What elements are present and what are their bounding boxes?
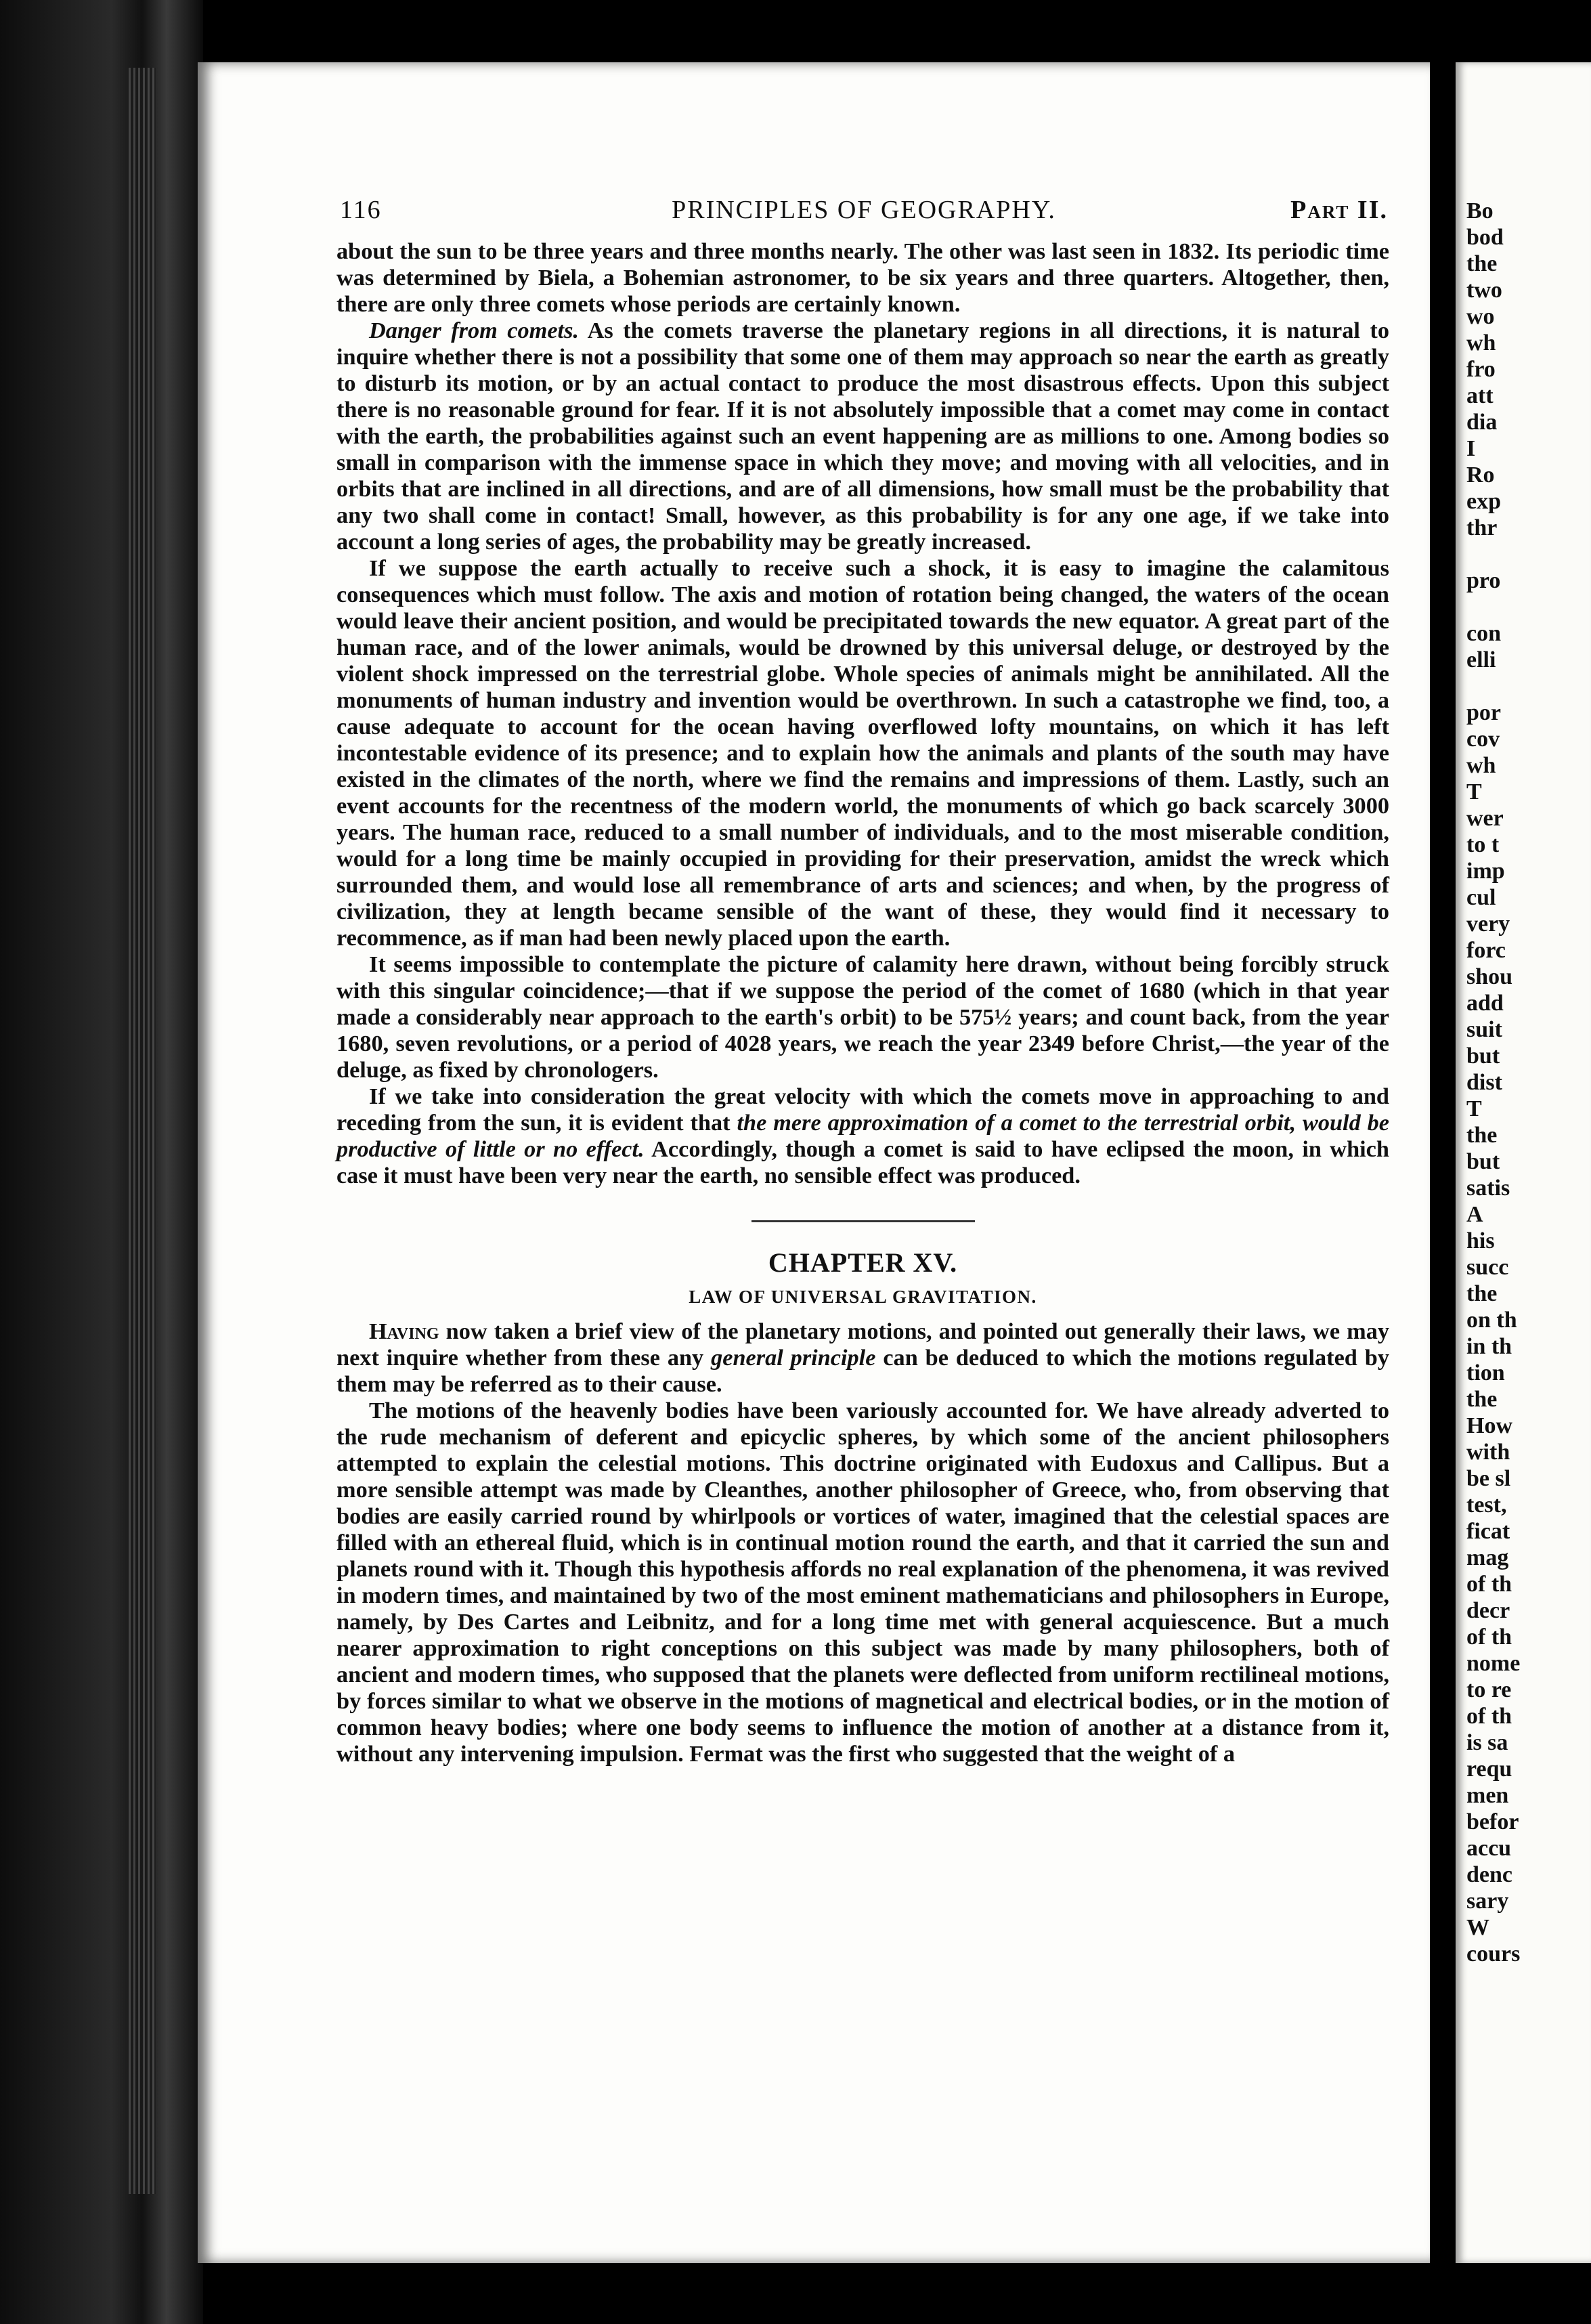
side-heading: Danger from comets. — [369, 318, 579, 343]
part-label: Part II. — [1290, 196, 1388, 224]
facing-page-line: wh — [1466, 753, 1496, 778]
facing-page-line: requ — [1466, 1757, 1512, 1782]
facing-page-line: add — [1466, 991, 1504, 1016]
facing-page-line: accu — [1466, 1836, 1512, 1861]
facing-page-line: A — [1466, 1202, 1483, 1227]
facing-page-line: wh — [1466, 330, 1496, 356]
facing-page-line: decr — [1466, 1598, 1510, 1623]
facing-page-line: the — [1466, 1281, 1498, 1306]
facing-page-line: two — [1466, 278, 1502, 303]
facing-page-line: cov — [1466, 727, 1500, 752]
chapter-title: LAW OF UNIVERSAL GRAVITATION. — [689, 1287, 1037, 1307]
paragraph: If we take into consideration the great velocity with which the comets move in approaching to and receding from the sun, it is evident that the mere approximation of a comet to the terrestrial orbit, would be productive of little or no effect. Accordingly, though a comet is said to have eclipsed the moon, in which case it must have been very near the earth, no sensible effect was produced. — [336, 1083, 1389, 1188]
facing-page-line: be sl — [1466, 1466, 1511, 1491]
running-title: PRINCIPLES OF GEOGRAPHY. — [672, 196, 1056, 224]
facing-page-line: of th — [1466, 1624, 1512, 1650]
page-stack-edge — [129, 68, 156, 2194]
facing-page-line: att — [1466, 383, 1494, 408]
paragraph: It seems impossible to contemplate the picture of calamity here drawn, without being forcibly struck with this singular coincidence;—that if we suppose the period of the comet of 1680 (which in that year made a considerably near approach to the earth's orbit) to be 575½ years; and count back, from the year 1680, seven revolutions, or a period of 4028 years, we reach the year 2349 before Christ,—the year of the deluge, as fixed by chronologers. — [336, 951, 1389, 1083]
running-header — [340, 195, 1388, 236]
facing-page-line — [1466, 594, 1591, 620]
facing-page-line: Ro — [1466, 462, 1495, 488]
facing-page-line: on th — [1466, 1308, 1517, 1333]
facing-page-line: befor — [1466, 1809, 1519, 1834]
facing-page-line: the — [1466, 251, 1498, 276]
paragraph: about the sun to be three years and three months nearly. The other was last seen in 1832. Its periodic time was determined by Biela, a Bohemian astronomer, to be six years and three quarters. Altogether, then, there are only three comets whose periods are certainly known. — [336, 238, 1389, 317]
book-spine-edge — [0, 0, 203, 2324]
facing-page-line — [1466, 673, 1591, 700]
facing-page-line: wo — [1466, 304, 1495, 329]
facing-page-line: of th — [1466, 1572, 1512, 1597]
facing-page-line: to re — [1466, 1677, 1512, 1702]
facing-page-line: is sa — [1466, 1730, 1508, 1755]
facing-page-line: nome — [1466, 1651, 1521, 1676]
facing-page-line: bod — [1466, 225, 1504, 250]
facing-page-line: W — [1466, 1915, 1489, 1940]
facing-page-line: in th — [1466, 1334, 1512, 1359]
facing-page-line: of th — [1466, 1704, 1512, 1729]
facing-page-line: thr — [1466, 515, 1498, 540]
paragraph: The motions of the heavenly bodies have been variously accounted for. We have already adverted to the rude mechanism of deferent and epicyclic spheres, by which some of the ancient philosophers attempted to explain the celestial motions. This doctrine originated with Eudoxus and Callipus. But a more sensible attempt was made by Cleanthes, another philosopher of Greece, who, from observing that bodies are easily carried round by whirlpools or vortices of water, imagined that the celestial spaces are filled with an ethereal fluid, which is in continual motion round the earth, and that it carried the sun and planets round with it. Though this hypothesis affords no real explanation of the phenomena, it was revived in modern times, and maintained by two of the most eminent mathematicians and philosophers in Europe, namely, by Des Cartes and Leibnitz, and for a long time met with general acquiescence. But a much nearer approximation to right conceptions on this subject was made by many philosophers, both of ancient and modern times, who supposed that the planets were deflected from uniform rectilineal motions, by forces similar to what we observe in the motions of magnetical and electrical bodies, or in the motion of common heavy bodies; where one body seems to influence the motion of another at a distance from it, without any intervening impulsion. Fermat was the first who suggested that the weight of a — [336, 1398, 1389, 1767]
facing-page-line: suit — [1466, 1017, 1502, 1042]
body-text — [336, 238, 1389, 1767]
facing-page-line: test, — [1466, 1492, 1507, 1518]
facing-page-line: denc — [1466, 1862, 1512, 1887]
facing-page-line: with — [1466, 1440, 1510, 1465]
facing-page-line: his — [1466, 1228, 1495, 1253]
facing-page-line: to t — [1466, 832, 1500, 857]
section-divider — [751, 1220, 975, 1222]
facing-page-line: dia — [1466, 410, 1498, 435]
facing-page-line: the — [1466, 1387, 1498, 1412]
facing-page-line: fro — [1466, 357, 1496, 382]
facing-page-line — [1466, 541, 1591, 567]
facing-page-line: T — [1466, 1096, 1482, 1121]
facing-page-line: the — [1466, 1123, 1498, 1148]
facing-page-line: por — [1466, 700, 1501, 725]
facing-page-line: cul — [1466, 885, 1496, 910]
facing-page-line: satis — [1466, 1176, 1510, 1201]
facing-page-line: very — [1466, 911, 1510, 937]
facing-page-line: pro — [1466, 568, 1501, 593]
facing-page-line: but — [1466, 1043, 1500, 1069]
paragraph: If we suppose the earth actually to receive such a shock, it is easy to imagine the calamitous consequences which must follow. The axis and motion of rotation being changed, the waters of the ocean would leave their ancient position, and would be precipitated towards the new equator. A great part of the human race, and of the lower animals, would be drowned by this universal deluge, or destroyed by the violent shock impressed on the terrestrial globe. Whole species of animals might be annihilated. All the monuments of human industry and invention would be overthrown. In such a catastrophe we find, too, a cause adequate to account for the ocean having overflowed lofty mountains, on which it has left incontestable evidence of its presence; and to explain how the animals and plants of the south may have existed in the climates of the north, where we find the remains and impressions of them. Lastly, such an event accounts for the recentness of the modern world, the monuments of which go back scarcely 3000 years. The human race, reduced to a small number of individuals, and to the most miserable condition, would for a long time be mainly occupied in providing for their preservation, amidst the wreck which surrounded them, and would lose all remembrance of arts and sciences; and when, by the progress of civilization, they at length became sensible of the want of these, they would find it necessary to recommence, as if man had been newly placed upon the earth. — [336, 555, 1389, 951]
facing-page-line: but — [1466, 1149, 1500, 1174]
facing-page-line: elli — [1466, 647, 1496, 672]
facing-page-line: sary — [1466, 1889, 1509, 1914]
facing-page-line: imp — [1466, 859, 1505, 884]
facing-page-edge — [1456, 62, 1591, 2263]
page-number: 116 — [340, 196, 382, 224]
paragraph: Danger from comets. As the comets traverse the planetary regions in all directions, it is natural to inquire whether there is not a possibility that some one of them may approach so near the earth as greatly to disturb its motion, or by an actual contact to produce the most disastrous effects. Upon this subject there is no reasonable ground for fear. If it is not absolutely impossible that a comet may come in contact with the earth, the probabilities against such an event happening are as millions to one. Among bodies so small in comparison with the immense space in which they move; and moving with all velocities, and in orbits that are inclined in all directions, and are of all dimensions, how small must be the probability that any two shall come in contact! Small, however, as this probability is for any one age, if we take into account a long series of ages, the probability may be greatly increased. — [336, 318, 1389, 555]
facing-page-line: exp — [1466, 489, 1501, 514]
facing-page-line: tion — [1466, 1360, 1505, 1385]
facing-page-line: men — [1466, 1783, 1509, 1808]
facing-page-line: wer — [1466, 806, 1504, 831]
facing-page-fragments — [1466, 198, 1591, 1967]
facing-page-line: shou — [1466, 964, 1513, 989]
facing-page-line: forc — [1466, 938, 1506, 963]
facing-page-line: T — [1466, 779, 1482, 804]
facing-page-line: mag — [1466, 1545, 1509, 1570]
facing-page-line: Bo — [1466, 198, 1494, 223]
facing-page-line: dist — [1466, 1070, 1502, 1095]
facing-page-line: con — [1466, 621, 1501, 646]
facing-page-line: How — [1466, 1413, 1512, 1438]
facing-page-line: succ — [1466, 1255, 1509, 1280]
facing-page-line: ficat — [1466, 1519, 1510, 1544]
paragraph: Having now taken a brief view of the planetary motions, and pointed out generally their laws, we may next inquire whether from these any general principle can be deduced to which the motions regulated by them may be referred as to their cause. — [336, 1318, 1389, 1397]
book-page — [198, 62, 1430, 2263]
facing-page-line: I — [1466, 436, 1476, 461]
chapter-heading: CHAPTER XV. — [768, 1247, 958, 1278]
facing-page-line: cours — [1466, 1941, 1521, 1966]
